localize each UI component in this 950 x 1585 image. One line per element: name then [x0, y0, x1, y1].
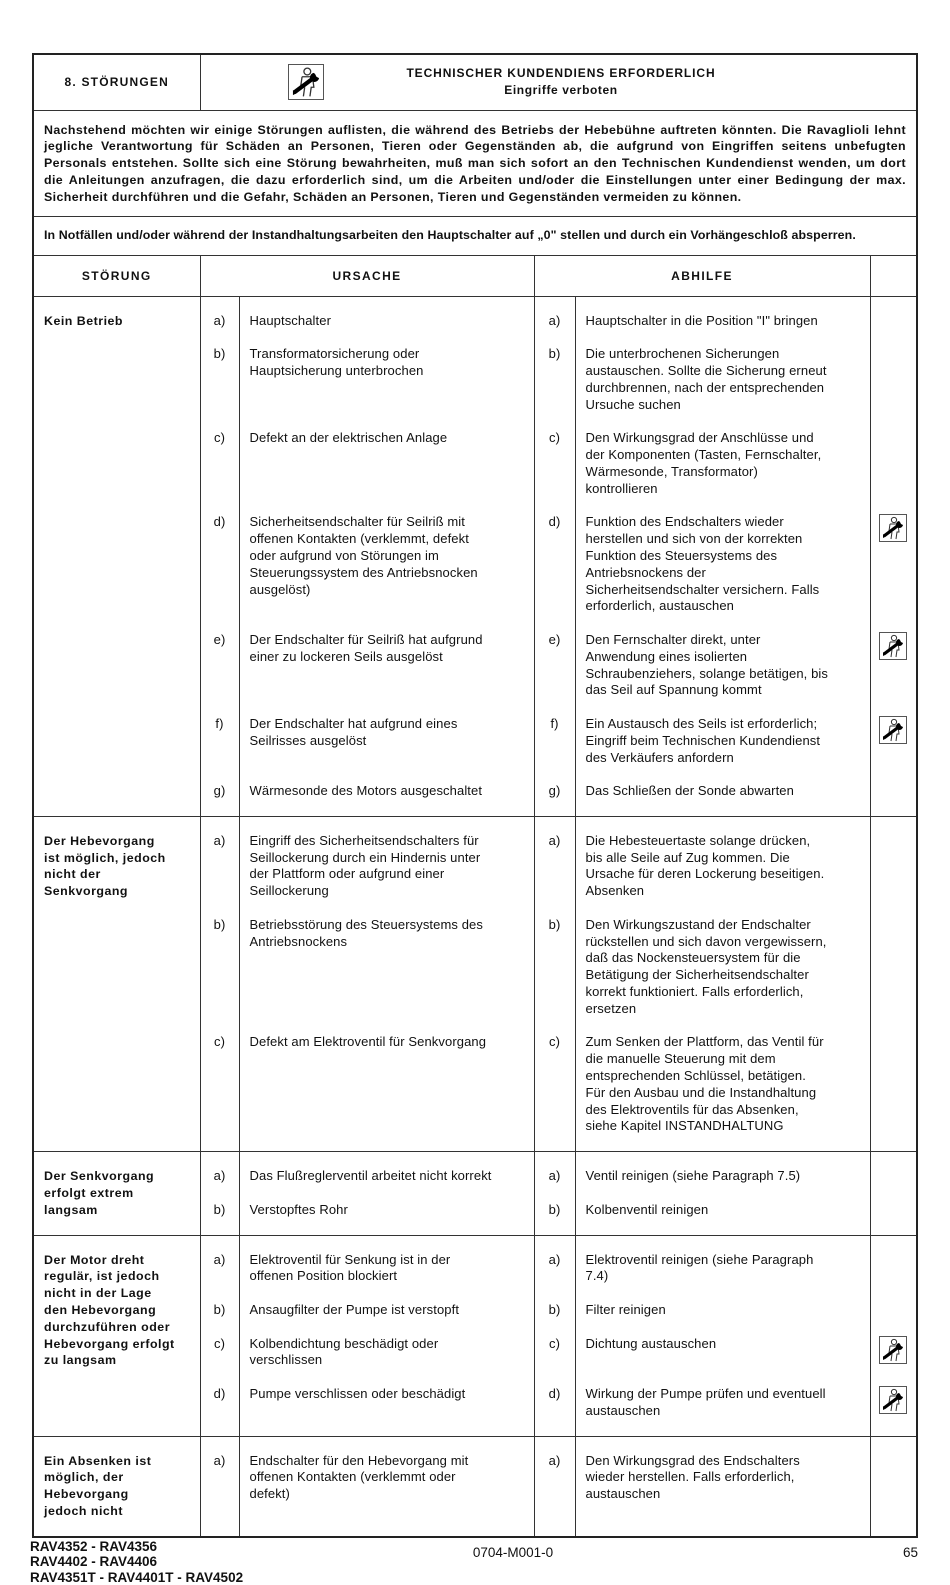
remedy-letter: g): [534, 783, 575, 816]
fault-name: Ein Absenken ist möglich, der Hebevorgang jedoch nicht: [34, 1436, 200, 1536]
cause-letter: d): [200, 1386, 239, 1436]
fault-row: [34, 816, 916, 916]
section-title: 8. STÖRUNGEN: [34, 55, 200, 110]
cause-letter: d): [200, 514, 239, 632]
troubleshooting-sheet: [32, 53, 918, 1538]
remedy-text: Hauptschalter in die Position "I" bringen: [575, 296, 870, 346]
remedy-letter: a): [534, 816, 575, 916]
column-header-fault: STÖRUNG: [81, 268, 152, 283]
remedy-text: Wirkung der Pumpe prüfen und eventuell austauschen: [575, 1386, 870, 1436]
cause-text: Eingriff des Sicherheitsendschalters für Seillockerung durch ein Hindernis unter der Plattform oder aufgrund einer Seillockerung: [239, 816, 534, 916]
remedy-text: Kolbenventil reinigen: [575, 1202, 870, 1235]
intro-paragraph: Nachstehend möchten wir einige Störungen auflisten, die während des Betriebs der Hebebühne auftreten könnten. Die Ravaglioli lehnt jegliche Verantwortung für Schäden an Personen, Tieren oder Gegenständen ab, die aufgrund von Eingriffen seitens unbefugten Personals entstehen. Sollte sich eine Störung bewahrheiten, muß man sich sofort an den Technischen Kundendienst wenden, um dort die Anleitungen anzufragen, die dazu erforderlich sind, um die Arbeiten und/oder die Einstellungen unter einer Bedingung der max. Sicherheit durchführen und die Gefahr, Schäden an Personen, Tieren und Gegenständen vermeiden zu können.: [34, 111, 916, 218]
remedy-letter: a): [534, 296, 575, 346]
remedy-text: Ein Austausch des Seils ist erforderlich; Eingriff beim Technischen Kundendienst des Verkäufers anfordern: [575, 716, 870, 783]
cause-letter: a): [200, 1235, 239, 1302]
fault-name: Der Senkvorgang erfolgt extrem langsam: [34, 1152, 200, 1235]
remedy-letter: b): [534, 1302, 575, 1336]
remedy-text: Den Wirkungszustand der Endschalter rückstellen und sich davon vergewissern, daß das Nockensteuersystem für die Betätigung der Sicherheitsendschalter korrekt funktioniert. Falls erforderlich, ersetzen: [575, 917, 870, 1035]
remedy-text: Den Wirkungsgrad der Anschlüsse und der Komponenten (Tasten, Fernschalter, Wärmesonde, Transformator) kontrollieren: [575, 430, 870, 514]
fault-name: Der Motor dreht regulär, ist jedoch nicht in der Lage den Hebevorgang durchzuführen oder Hebevorgang erfolgt zu langsam: [34, 1235, 200, 1436]
fault-row: [34, 296, 916, 346]
column-header-cause: URSACHE: [200, 256, 534, 296]
technician-required-icon: [879, 1336, 907, 1364]
technician-wrench-icon: [288, 64, 324, 100]
cause-letter: a): [200, 296, 239, 346]
remedy-letter: c): [534, 1034, 575, 1151]
cause-letter: g): [200, 783, 239, 816]
remedy-text: Filter reinigen: [575, 1302, 870, 1336]
cause-text: Defekt an der elektrischen Anlage: [239, 430, 534, 514]
page-number: 65: [902, 1544, 918, 1560]
remedy-text: Elektroventil reinigen (siehe Paragraph 7.4): [575, 1235, 870, 1302]
service-required-subtitle: Eingriffe verboten: [504, 83, 618, 98]
cause-text: Sicherheitsendschalter für Seilriß mit offenen Kontakten (verklemmt, defekt oder aufgrund von Störungen im Steuerungssystem des Antriebsnocken ausgelöst): [239, 514, 534, 632]
cause-letter: b): [200, 1302, 239, 1336]
remedy-letter: c): [534, 430, 575, 514]
cause-letter: f): [200, 716, 239, 783]
cause-letter: a): [200, 816, 239, 916]
remedy-letter: a): [534, 1436, 575, 1536]
remedy-text: Zum Senken der Plattform, das Ventil für die manuelle Steuerung mit dem entsprechenden Schlüssel, betätigen. Für den Ausbau und die Instandhaltung des Elektroventils für das Absenken, siehe Kapitel INSTANDHALTUNG: [575, 1034, 870, 1151]
remedy-text: Die Hebesteuertaste solange drücken, bis alle Seile auf Zug kommen. Die Ursache für deren Lockerung beseitigen. Absenken: [575, 816, 870, 916]
fault-name: Der Hebevorgang ist möglich, jedoch nicht der Senkvorgang: [34, 816, 200, 1151]
cause-text: Das Flußreglerventil arbeitet nicht korrekt: [239, 1152, 534, 1202]
remedy-letter: e): [534, 632, 575, 716]
remedy-letter: b): [534, 1202, 575, 1235]
cause-text: Ansaugfilter der Pumpe ist verstopft: [239, 1302, 534, 1336]
cause-letter: a): [200, 1436, 239, 1536]
fault-row: [34, 1152, 916, 1202]
cause-letter: b): [200, 1202, 239, 1235]
remedy-letter: d): [534, 1386, 575, 1436]
column-header-remedy: ABHILFE: [534, 256, 870, 296]
cause-text: Elektroventil für Senkung ist in der offenen Position blockiert: [239, 1235, 534, 1302]
cause-letter: c): [200, 1034, 239, 1151]
remedy-letter: c): [534, 1336, 575, 1386]
cause-text: Transformatorsicherung oder Hauptsicherung unterbrochen: [239, 346, 534, 430]
remedy-letter: a): [534, 1152, 575, 1202]
technician-required-icon: [879, 514, 907, 542]
cause-text: Wärmesonde des Motors ausgeschaltet: [239, 783, 534, 816]
technician-required-icon: [879, 1386, 907, 1414]
remedy-letter: a): [534, 1235, 575, 1302]
cause-letter: c): [200, 1336, 239, 1386]
cause-letter: a): [200, 1152, 239, 1202]
cause-text: Verstopftes Rohr: [239, 1202, 534, 1235]
remedy-text: Funktion des Endschalters wieder herstellen und sich von der korrekten Funktion des Steuersystems des Antriebsnockens der Sicherheitsendschalter versichern. Falls erforderlich, austauschen: [575, 514, 870, 632]
cause-text: Endschalter für den Hebevorgang mit offenen Kontakten (verklemmt oder defekt): [239, 1436, 534, 1536]
remedy-letter: b): [534, 346, 575, 430]
remedy-text: Dichtung austauschen: [575, 1336, 870, 1386]
cause-letter: c): [200, 430, 239, 514]
remedy-letter: f): [534, 716, 575, 783]
model-list: RAV4352 - RAV4356 RAV4402 - RAV4406 RAV4351T - RAV4401T - RAV4502: [30, 1538, 244, 1585]
fault-row: [34, 1436, 916, 1536]
remedy-text: Das Schließen der Sonde abwarten: [575, 783, 870, 816]
section-header: [34, 55, 916, 111]
fault-row: [34, 1235, 916, 1302]
remedy-letter: b): [534, 917, 575, 1035]
cause-text: Betriebsstörung des Steuersystems des Antriebsnockens: [239, 917, 534, 1035]
technician-required-icon: [879, 632, 907, 660]
remedy-text: Ventil reinigen (siehe Paragraph 7.5): [575, 1152, 870, 1202]
fault-table: [34, 256, 916, 1536]
technician-required-icon: [879, 716, 907, 744]
safety-notice: In Notfällen und/oder während der Instandhaltungsarbeiten den Hauptschalter auf „0" stellen und durch ein Vorhängeschloß absperren.: [34, 217, 916, 256]
cause-letter: b): [200, 917, 239, 1035]
remedy-text: Den Wirkungsgrad des Endschalters wieder herstellen. Falls erforderlich, austauschen: [575, 1436, 870, 1536]
service-required-title: TECHNISCHER KUNDENDIENS ERFORDERLICH: [406, 66, 716, 81]
cause-text: Defekt am Elektroventil für Senkvorgang: [239, 1034, 534, 1151]
cause-text: Kolbendichtung beschädigt oder verschlissen: [239, 1336, 534, 1386]
page-footer: [30, 1538, 918, 1585]
cause-letter: b): [200, 346, 239, 430]
cause-text: Pumpe verschlissen oder beschädigt: [239, 1386, 534, 1436]
cause-text: Hauptschalter: [239, 296, 534, 346]
cause-letter: e): [200, 632, 239, 716]
fault-name: Kein Betrieb: [34, 296, 200, 816]
cause-text: Der Endschalter für Seilriß hat aufgrund einer zu lockeren Seils ausgelöst: [239, 632, 534, 716]
remedy-letter: d): [534, 514, 575, 632]
remedy-text: Den Fernschalter direkt, unter Anwendung eines isolierten Schraubenziehers, solange betätigen, bis das Seil auf Spannung kommt: [575, 632, 870, 716]
remedy-text: Die unterbrochenen Sicherungen austauschen. Sollte die Sicherung erneut durchbrennen, nach der entsprechenden Ursuche suchen: [575, 346, 870, 430]
document-code: 0704-M001-0: [472, 1544, 554, 1560]
cause-text: Der Endschalter hat aufgrund eines Seilrisses ausgelöst: [239, 716, 534, 783]
